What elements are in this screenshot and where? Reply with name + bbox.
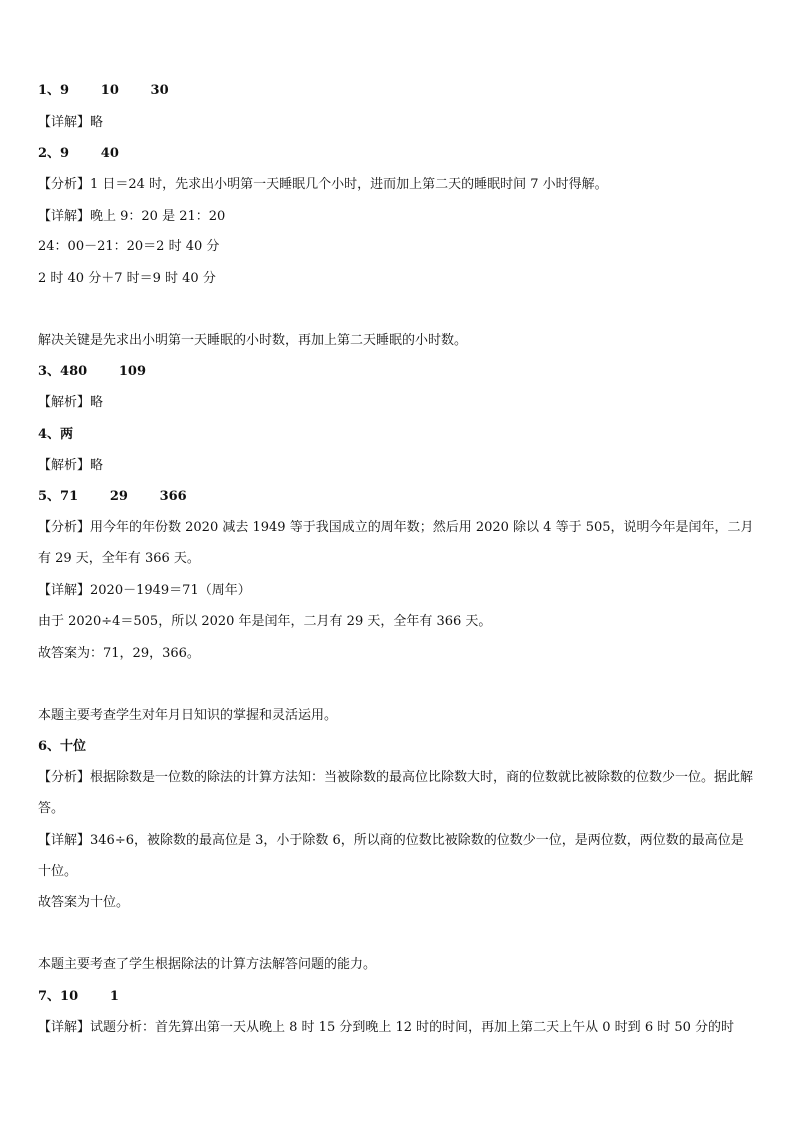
answer-5-conclusion: 故答案为：71，29，366。 [38, 646, 200, 661]
answer-7-line: 7、10 1 [38, 989, 119, 1004]
answer-2-detail: 【详解】晚上 9：20 是 21：20 [38, 209, 226, 224]
answer-6-line: 6、十位 [38, 739, 87, 754]
answer-5-summary: 本题主要考查学生对年月日知识的掌握和灵活运用。 [38, 708, 338, 723]
answer-6-analysis: 【分析】根据除数是一位数的除法的计算方法知：当被除数的最高位比除数大时，商的位数就比被除数的位数少一位。据此解答。 [38, 770, 754, 816]
answer-4-line: 4、两 [38, 427, 74, 442]
answer-3-parse: 【解析】略 [38, 395, 104, 410]
answer-2-summary: 解决关键是先求出小明第一天睡眠的小时数，再加上第二天睡眠的小时数。 [38, 333, 468, 348]
answer-3-line: 3、480 109 [38, 364, 146, 379]
answer-1-detail: 【详解】略 [38, 115, 104, 130]
answer-5-detail: 【详解】2020－1949＝71（周年） [38, 583, 251, 598]
answer-2-analysis: 【分析】1 日＝24 时，先求出小明第一天睡眠几个小时，进而加上第二天的睡眠时间 7 小时得解。 [38, 177, 608, 192]
answer-7-detail: 【详解】试题分析：首先算出第一天从晚上 8 时 15 分到晚上 12 时的时间，再加上第二天上午从 0 时到 6 时 50 分的时 [38, 1020, 735, 1035]
answer-1-line: 1、9 10 30 [38, 83, 169, 98]
answer-2-line: 2、9 40 [38, 146, 119, 161]
answer-5-analysis: 【分析】用今年的年份数 2020 减去 1949 等于我国成立的周年数；然后用 2020 除以 4 等于 505，说明今年是闰年，二月有 29 天，全年有 366 天。 [38, 520, 754, 566]
answer-6-detail: 【详解】346÷6，被除数的最高位是 3，小于除数 6，所以商的位数比被除数的位数少一位，是两位数，两位数的最高位是十位。 [38, 833, 744, 879]
answer-5-line: 5、71 29 366 [38, 489, 187, 504]
answer-2-step-1: 24：00－21：20＝2 时 40 分 [38, 239, 220, 254]
answer-6-summary: 本题主要考查了学生根据除法的计算方法解答问题的能力。 [38, 957, 377, 972]
answer-6-conclusion: 故答案为十位。 [38, 895, 130, 910]
answer-4-parse: 【解析】略 [38, 458, 104, 473]
answer-5-step: 由于 2020÷4＝505，所以 2020 年是闰年，二月有 29 天，全年有 366 天。 [38, 614, 492, 629]
answer-2-step-2: 2 时 40 分＋7 时＝9 时 40 分 [38, 271, 216, 286]
